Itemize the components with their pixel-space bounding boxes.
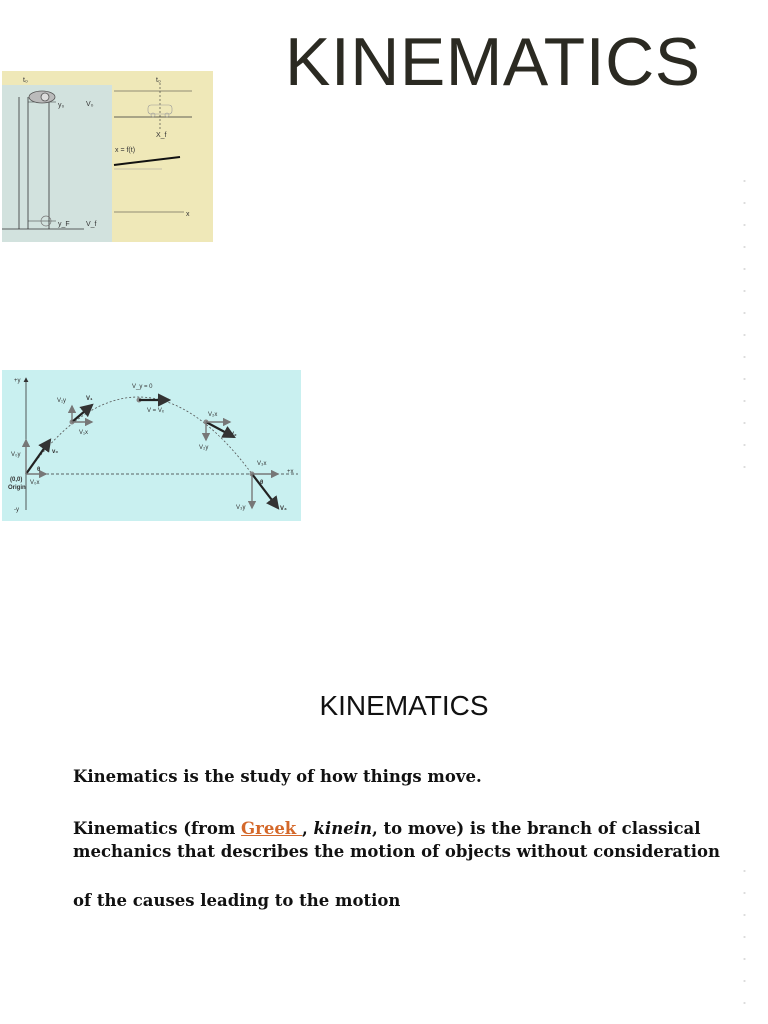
label-v1y: V₁y [57, 398, 67, 404]
label-origin-word: Origin [8, 485, 26, 491]
motion-diagram-figure [2, 71, 213, 242]
definition-text-before: Kinematics (from [73, 819, 242, 838]
label-function: x = f(t) [115, 147, 136, 154]
section-title: KINEMATICS [319, 690, 489, 721]
greek-link[interactable]: Greek [241, 819, 302, 838]
label-v0x: V₀x [30, 480, 40, 486]
decorative-dots-bottom [743, 860, 746, 1010]
paragraph-causes: of the causes leading to the motion [73, 891, 401, 910]
label-v2y: V₂y [199, 445, 209, 451]
label-y0: y₀ [58, 102, 65, 109]
label-v1x: V₁x [79, 430, 89, 436]
label-v3x: V₃x [257, 461, 267, 467]
label-v1: V₁ [86, 396, 93, 402]
label-theta-origin: θ [37, 467, 41, 473]
projectile-motion-figure [2, 370, 301, 521]
paragraph-intro: Kinematics is the study of how things move. [73, 767, 482, 786]
definition-text-after: , to move) is the branch of classical [371, 819, 701, 838]
label-v2: V₂ [230, 432, 237, 438]
kinein-term: kinein [313, 819, 372, 838]
definition-comma: , [302, 819, 314, 838]
label-plus-y: +y [14, 378, 21, 384]
label-xf: X_f [156, 132, 167, 139]
ball-icon-top [29, 91, 55, 103]
label-v3: V₃ [280, 506, 287, 512]
figure-overlay [2, 85, 112, 242]
label-minus-y: -y [14, 507, 19, 513]
label-theta-end: θ [260, 480, 264, 486]
label-t0-left: t₀ [23, 77, 28, 84]
label-v-eq-vx: V = Vₓ [147, 408, 164, 414]
label-v0: V₀ [86, 101, 94, 108]
label-origin: (0,0) [10, 477, 23, 483]
page-title: KINEMATICS [285, 24, 701, 100]
definition-line-1 [73, 817, 720, 840]
label-yf: y_F [58, 221, 70, 228]
decorative-dots-top [743, 170, 746, 480]
label-vy-zero: V_y = 0 [132, 384, 153, 390]
label-t0-right: t₀ [156, 77, 161, 84]
label-v0y: V₀y [11, 452, 21, 458]
label-v0: v₀ [52, 449, 59, 455]
paragraph-definition [73, 817, 720, 863]
label-plus-x: +x [287, 469, 294, 475]
label-vf: V_f [86, 221, 97, 228]
label-v2x: V₂x [208, 412, 218, 418]
label-x-axis: x [186, 211, 190, 218]
definition-line-2: mechanics that describes the motion of objects without consideration [73, 842, 721, 861]
label-v3y: V₃y [236, 505, 246, 511]
